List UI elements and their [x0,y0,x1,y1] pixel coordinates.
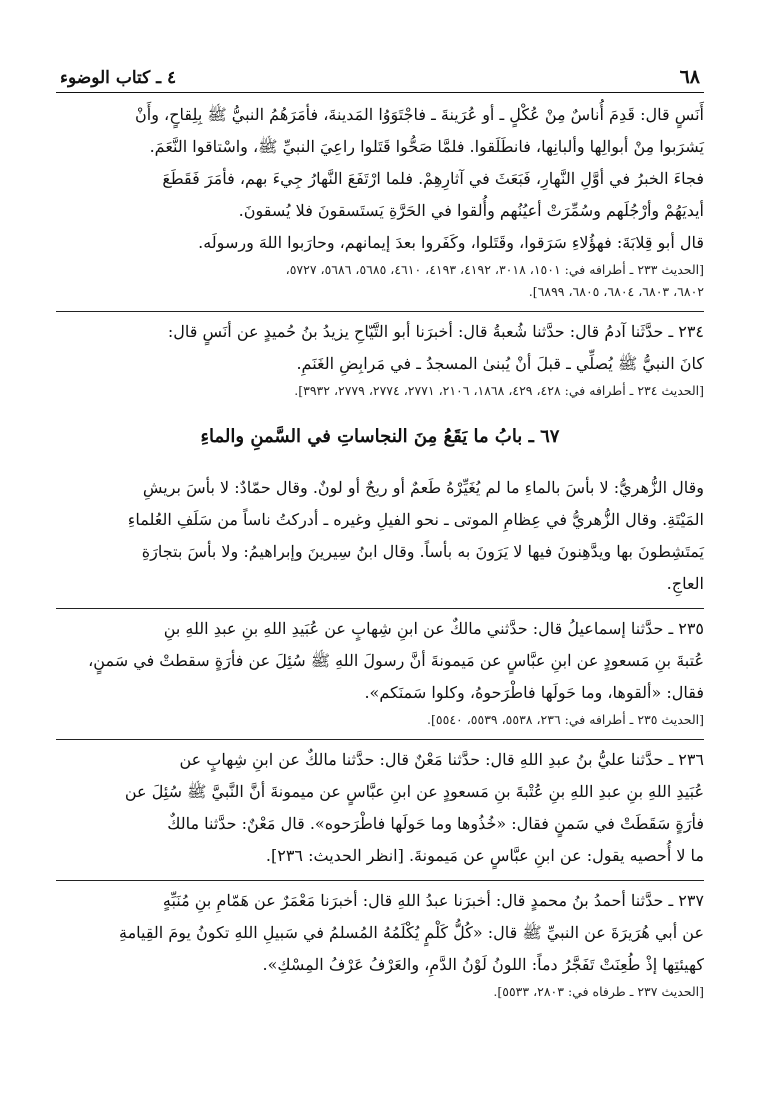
text-line: [الحديث ٢٣٣ ـ أطرافه في: ١٥٠١، ٣٠١٨، ٤١٩٢، ٤١٩٣، ٤٦١٠، ٥٦٨٥، ٥٦٨٦، ٥٧٢٧، [285,262,704,277]
text-paragraph [56,99,704,227]
text-line: فقال: «ألقوها، وما حَولَها فاطْرَحوهُ، وكلوا سَمنَكم». [364,683,704,702]
text-line: ٢٣٤ ـ حدَّثَنا آدمُ قال: حدَّثنا شُعبةُ قال: أخبرَنا أبو التَّيّاحِ يزيدُ بنُ حُميدٍ عن أنَسٍ قال: [167,322,704,341]
hadith-cross-reference [56,981,704,1003]
hadith-entry [56,608,704,709]
hadith-cross-reference [56,380,704,402]
text-line: ٢٣٥ ـ حدَّثنا إسماعيلُ قال: حدَّثني مالكٌ عن ابنِ شِهابٍ عن عُبَيدِ اللهِ بنِ عبدِ اللهِ بنِ [163,619,704,638]
text-line: أيديَهُمْ وأرْجُلَهم وسُمِّرَتْ أعيُنُهم وأُلقوا في الحَرَّةِ يَستَسقونَ فلا يُسقونَ. [238,201,704,220]
hadith-entry [56,880,704,981]
text-line: [الحديث ٢٣٤ ـ أطرافه في: ٤٢٨، ٤٢٩، ١٨٦٨، ٢١٠٦، ٢٧٧١، ٢٧٧٤، ٢٧٧٩، ٣٩٣٢]. [294,383,704,398]
text-paragraph [56,472,704,600]
text-line: فأرَةٍ سَقَطَتْ في سَمنٍ فقال: «خُذُوها وما حَولَها فاطْرَحوه». قال مَعْنٌ: حدَّثنا مالكٌ [167,814,704,833]
hadith-entry [56,739,704,872]
text-line: ما لا أُحصيه يقول: عن ابنِ عبَّاسٍ عن مَيمونةَ. [انظر الحديث: ٢٣٦]. [265,846,704,865]
text-line: يَشرَبوا مِنْ أبوالِها وألبانِها، فانطَلَقوا. فلمَّا صَحُّوا قَتَلوا راعِيَ النبيِّ ﷺ، واسْتاقوا النَّعَمَ. [149,137,704,156]
text-line: ٦٧ ـ بابُ ما يَقَعُ مِنَ النجاساتِ في السَّمنِ والماءِ [200,426,560,447]
text-line: قال أبو قِلابَةَ: فهؤُلاءِ سَرَقوا، وقَتَلوا، وكَفَروا بعدَ إيمانهم، وحارَبوا اللهَ ورسولَه. [198,233,704,252]
text-line: ٢٣٧ ـ حدَّثنا أحمدُ بنُ محمدٍ قال: أخبرَنا عبدُ اللهِ قال: أخبرَنا مَعْمَرٌ عن هَمّامِ بنِ مُنَبِّهٍ [162,891,704,910]
text-line: عن أبي هُرَيرَةَ عن النبيِّ ﷺ قال: «كُلُّ كَلْمٍ يُكْلَمُهُ المُسلمُ في سَبيلِ اللهِ تكونُ يومَ القِيامةِ [118,923,704,942]
text-line: العاجِ. [666,574,704,593]
chapter-title: ٤ ـ كتاب الوضوء [60,68,177,88]
text-line: المَيْتَةِ. وقال الزُّهريُّ في عِظامِ الموتى ـ نحو الفيلِ وغيره ـ أدركتُ ناساً من سَلَفِ العُلماءِ [127,510,704,529]
text-line: [الحديث ٢٣٥ ـ أطرافه في: ٢٣٦، ٥٥٣٨، ٥٥٣٩، ٥٥٤٠]. [427,712,704,727]
hadith-cross-reference [56,709,704,731]
text-line: أَنَسٍ قال: قَدِمَ أُناسٌ مِنْ عُكْلٍ ـ أو عُرَينةَ ـ فاجْتَوَوُا المَدينةَ، فأمَرَهُمُ النبيُّ ﷺ بِلِقاحٍ، وأَنْ [135,105,704,124]
text-paragraph [56,227,704,259]
hadith-entry [56,311,704,380]
text-line: عُتبةَ بنِ مَسعودٍ عن ابنِ عبَّاسٍ عن مَيمونةَ أنَّ رسولَ اللهِ ﷺ سُئِلَ عن فأرَةٍ سقطتْ في سَمنٍ، [88,651,704,670]
section-title [56,420,704,454]
text-line: عُبَيدِ اللهِ بنِ عبدِ اللهِ بنِ عُتْبةَ بنِ مَسعودٍ عن ابنِ عبَّاسٍ عن ميمونةَ أنَّ النَّبيَّ ﷺ سُئِلَ عن [124,782,704,801]
page-header [56,58,704,93]
text-line: ٢٣٦ ـ حدَّثنا عليُّ بنُ عبدِ اللهِ قال: حدَّثنا مَعْنٌ قال: حدَّثنا مالكٌ عن ابنِ شِهابٍ عن [179,750,704,769]
text-line: وقال الزُّهريُّ: لا بأسَ بالماءِ ما لم يُغَيِّرْهُ طَعمٌ أو ريحٌ أو لونٌ. وقال حمّادٌ: لا بأسَ بريشِ [142,478,704,497]
hadith-cross-reference [56,259,704,303]
text-line: كانَ النبيُّ ﷺ يُصلِّي ـ قبلَ أنْ يُبنىٰ المسجدُ ـ في مَرابِضِ الغَنَمِ. [296,354,704,373]
text-line: فجاءَ الخبرُ في أوَّلِ النَّهارِ، فَبَعَثَ في آثارِهِمْ. فلما ارْتَفَعَ النَّهارُ جِيءَ بهم، فأمَرَ فَقَطَعَ [162,169,704,188]
page-number: ٦٨ [679,66,700,88]
text-line: كهيئتِها إذْ طُعِنَتْ تَفَجَّرُ دماً: اللونُ لَوْنُ الدَّمِ، والعَرْفُ عَرْفُ المِسْكِ». [262,955,704,974]
text-line: يَمتَشِطونَ بها ويدَّهِنونَ فيها لا يَرَونَ به بأساً. وقال ابنُ سِيرينَ وإبراهيمُ: ولا بأسَ بتجارَةِ [141,542,704,561]
page-content [56,99,704,1003]
text-line: [الحديث ٢٣٧ ـ طرفاه في: ٢٨٠٣، ٥٥٣٣]. [493,984,704,999]
text-line: ٦٨٠٢، ٦٨٠٣، ٦٨٠٤، ٦٨٠٥، ٦٨٩٩]. [528,284,704,299]
